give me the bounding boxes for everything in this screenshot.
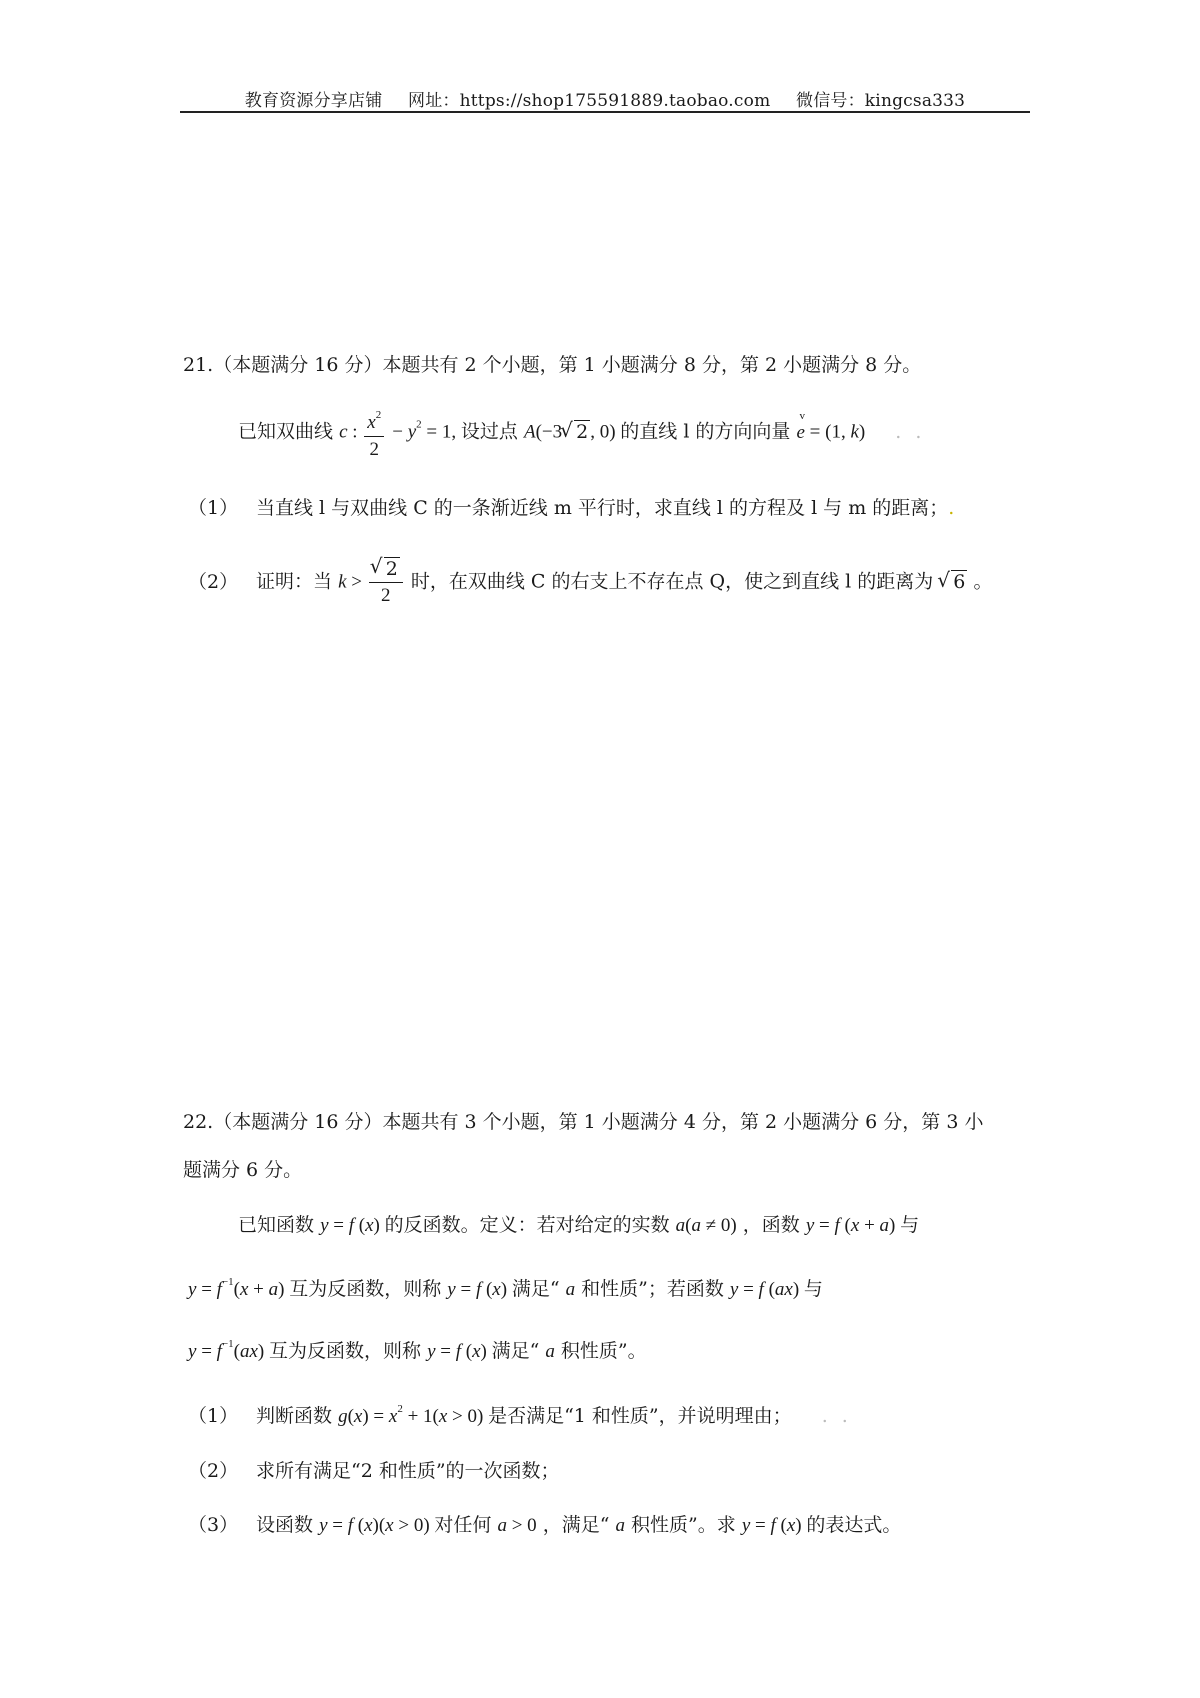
q21-part2: （2） 证明：当 k > √ $\frac{2}{2}$ 时，在双曲线 C 的右支上不存在点 Q，使之到直线 l 的距离为 √ 6 。 xyxy=(188,556,992,609)
q21-intro: 已知双曲线 c : $\frac{x^2}{2}$ − $y^2 = 1$, 设过点 A(−3√ 2 , 0) 的直线 l 的方向向量 v e = (1, k) .. xyxy=(238,402,935,463)
header-shop: 教育资源分享店铺 xyxy=(244,91,383,111)
q22-part2: （2） 求所有满足“2 和性质”的一次函数； xyxy=(188,1460,560,1482)
sqrt-2: √ 2 xyxy=(562,421,590,443)
header-url: 网址：https://shop175591889.taobao.com xyxy=(408,91,771,111)
q22-def-line1: 已知函数 y = f (x) 的反函数。定义：若对给定的实数 a(a ≠ 0) ，函数 y = f (x + a) 与 xyxy=(238,1214,920,1236)
q22-part3: （3） 设函数 y = f (x)(x > 0) 对任何 a > 0 ，满足“ a 积性质”。求 y = f (x) 的表达式。 xyxy=(188,1514,902,1536)
q21-title: 21.（本题满分 16 分）本题共有 2 个小题，第 1 小题满分 8 分，第 2 小题满分 8 分。 xyxy=(183,354,922,376)
faint-dots: .. xyxy=(821,1405,862,1427)
fraction-sqrt2-over-2: √ $\frac{2}{2}$ xyxy=(369,556,403,609)
header-rule xyxy=(180,111,1030,113)
q22-title-line1: 22.（本题满分 16 分）本题共有 3 个小题，第 1 小题满分 4 分，第 2 小题满分 6 分，第 3 小 xyxy=(183,1111,984,1133)
fraction-x2-over-2: $\frac{x^2}{2}$ xyxy=(364,402,384,463)
q22-title-line2: 题满分 6 分。 xyxy=(183,1159,303,1181)
q21-part1: （1） 当直线 l 与双曲线 C 的一条渐近线 m 平行时，求直线 l 的方程及 l 与 m 的距离；. xyxy=(188,497,955,519)
q22-def-line3: $y = f^{-1}(ax)$ 互为反函数，则称 y = f (x) 满足“ a 积性质”。 xyxy=(188,1338,647,1362)
header-wechat: 微信号：kingcsa333 xyxy=(796,91,966,111)
page-header xyxy=(180,86,1030,111)
faint-dots: .. xyxy=(895,420,936,443)
q22-def-line2: $y = f^{-1}(x + a)$ 互为反函数，则称 y = f (x) 满足“ a 和性质”；若函数 y = f (ax) 与 xyxy=(188,1276,823,1300)
sqrt-6: √ 6 xyxy=(939,571,967,593)
q22-part1: （1） 判断函数 $g(x) = x^2 + 1(x > 0)$ 是否满足“1 和性质”，并说明理由； .. xyxy=(188,1403,862,1427)
vector-e: v e xyxy=(796,409,805,443)
